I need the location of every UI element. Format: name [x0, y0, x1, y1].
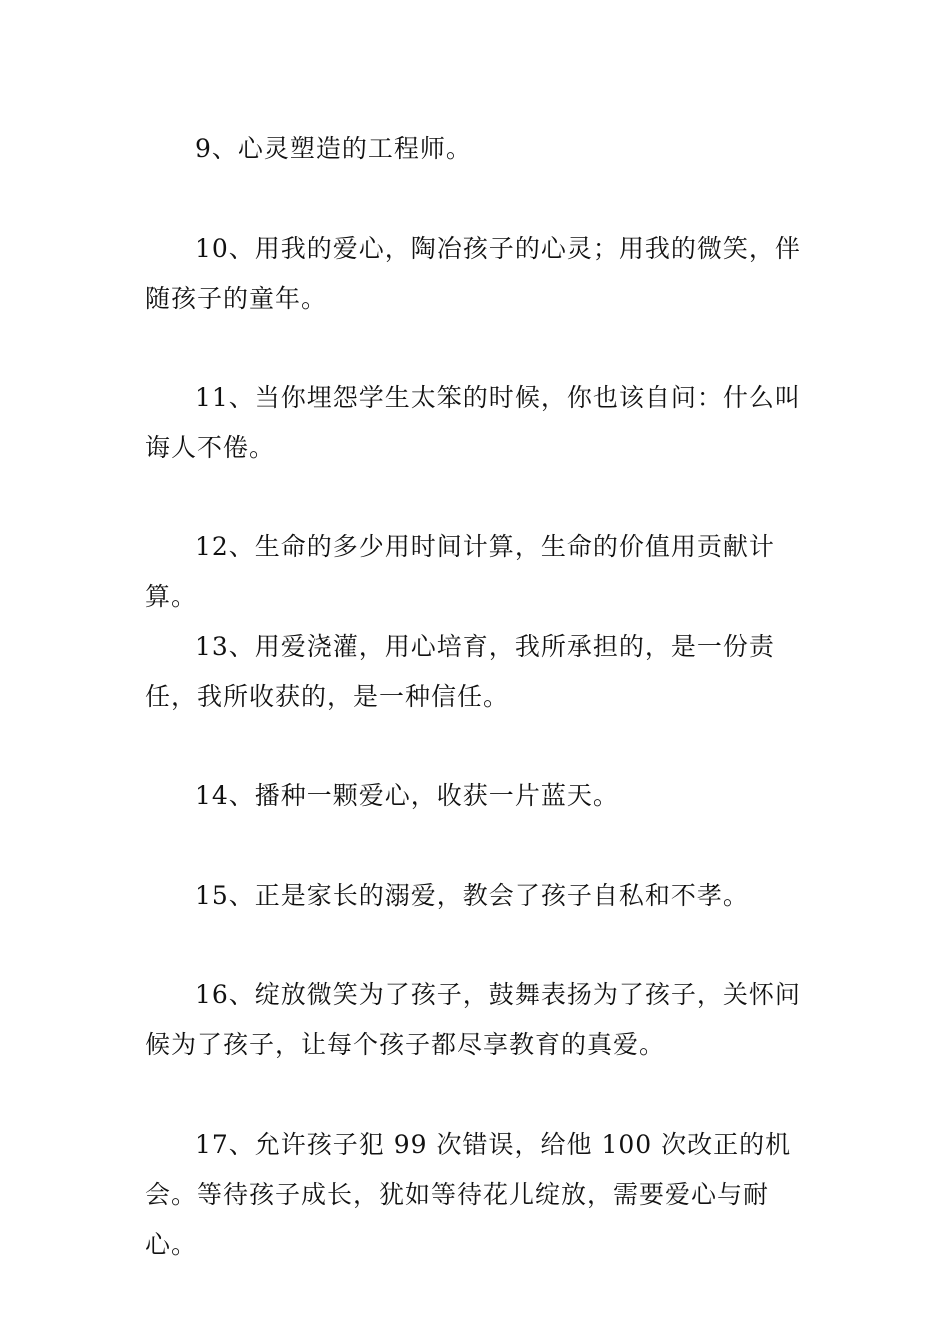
paragraph-16: 16、绽放微笑为了孩子，鼓舞表扬为了孩子，关怀问候为了孩子，让每个孩子都尽享教育的真爱。: [145, 980, 801, 1059]
paragraph-13: 13、用爱浇灌，用心培育，我所承担的，是一份责任，我所收获的，是一种信任。: [145, 632, 775, 711]
paragraph-10: 10、用我的爱心，陶冶孩子的心灵；用我的微笑，伴随孩子的童年。: [145, 234, 801, 313]
paragraph-11: 11、当你埋怨学生太笨的时候，你也该自问：什么叫诲人不倦。: [145, 383, 801, 462]
paragraph-17: 17、允许孩子犯 99 次错误，给他 100 次改正的机会。等待孩子成长，犹如等待花儿绽放，需要爱心与耐心。: [145, 1130, 792, 1259]
paragraph-14: 14、播种一颗爱心，收获一片蓝天。: [195, 781, 619, 810]
paragraph-9: 9、心灵塑造的工程师。: [195, 134, 472, 163]
paragraph-12: 12、生命的多少用时间计算，生命的价值用贡献计算。: [145, 532, 775, 611]
paragraph-15: 15、正是家长的溺爱，教会了孩子自私和不孝。: [195, 881, 749, 910]
